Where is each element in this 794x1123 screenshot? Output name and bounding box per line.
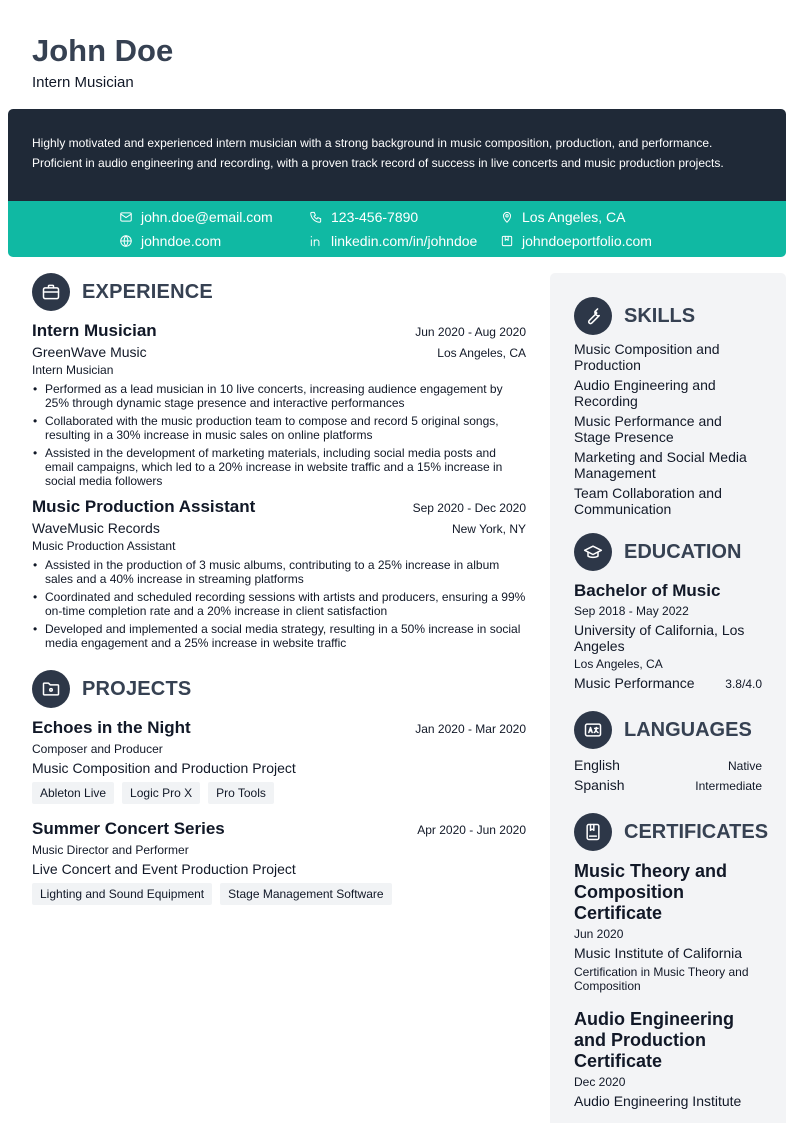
contact-phone[interactable] xyxy=(309,209,418,225)
certificates-title: CERTIFICATES xyxy=(624,820,769,843)
project-description: Live Concert and Event Production Project xyxy=(32,861,296,877)
project-entry xyxy=(32,819,526,905)
certificate-title: Audio Engineering and Production Certificate xyxy=(574,1009,734,1071)
job-position: Intern Musician xyxy=(32,363,114,377)
project-entry xyxy=(32,718,526,804)
job-dates: Sep 2020 - Dec 2020 xyxy=(412,501,526,515)
skill-item: Music Composition and Production xyxy=(574,341,720,373)
tag: Stage Management Software xyxy=(220,883,391,905)
skills-title: SKILLS xyxy=(624,304,696,327)
skill-item: Team Collaboration and Communication xyxy=(574,485,722,517)
tag: Lighting and Sound Equipment xyxy=(32,883,212,905)
job-location: Los Angeles, CA xyxy=(437,346,526,360)
tag: Pro Tools xyxy=(208,782,274,804)
project-description: Music Composition and Production Project xyxy=(32,760,296,776)
email-text: john.doe@email.com xyxy=(141,209,273,225)
tag: Logic Pro X xyxy=(122,782,200,804)
skills-list xyxy=(574,341,762,517)
contact-email[interactable] xyxy=(119,209,273,225)
education-dates: Sep 2018 - May 2022 xyxy=(574,604,689,618)
experience-title: EXPERIENCE xyxy=(82,280,213,303)
contact-linkedin[interactable] xyxy=(309,233,477,249)
project-tags xyxy=(32,782,526,804)
resume-header xyxy=(32,33,173,91)
job-company: GreenWave Music xyxy=(32,344,147,360)
projects-heading xyxy=(32,670,526,708)
phone-text: 123-456-7890 xyxy=(331,209,419,225)
summary-banner xyxy=(8,109,786,257)
job-position: Music Production Assistant xyxy=(32,539,176,553)
certificate-date: Jun 2020 xyxy=(574,927,624,941)
book-icon xyxy=(574,813,612,851)
language-level: Intermediate xyxy=(695,779,762,793)
location-text: Los Angeles, CA xyxy=(522,209,626,225)
list-item: • Assisted in the development of marketing materials, including social media posts and email campaigns, which led to a 20% increase in website traffic and a 15% increase in social media followers xyxy=(32,446,526,488)
gpa: 3.8/4.0 xyxy=(725,677,762,691)
tag: Ableton Live xyxy=(32,782,114,804)
projects-title: PROJECTS xyxy=(82,677,192,700)
project-role: Composer and Producer xyxy=(32,742,163,756)
skills-heading xyxy=(574,297,762,335)
bookmark-icon xyxy=(500,234,514,248)
summary-text: Highly motivated and experienced intern musician with a strong background in music composition, production, and performance. Proficient in audio engineering and recording, with a proven track record of success in live concerts and music production projects. xyxy=(8,109,786,201)
language-row xyxy=(574,777,762,793)
education-title: EDUCATION xyxy=(624,540,742,563)
experience-heading xyxy=(32,273,526,311)
languages-list xyxy=(574,757,762,793)
degree: Bachelor of Music xyxy=(574,581,721,600)
project-title: Summer Concert Series xyxy=(32,819,225,838)
languages-title: LANGUAGES xyxy=(624,718,752,741)
contact-bar xyxy=(8,201,786,257)
list-item: • Performed as a lead musician in 10 live concerts, increasing audience engagement by 25% through dynamic stage presence and interactive performances xyxy=(32,382,526,410)
language-name: English xyxy=(574,757,620,773)
language-level: Native xyxy=(727,759,762,773)
education-heading xyxy=(574,533,762,571)
certificates-heading xyxy=(574,813,769,851)
school: University of California, Los Angeles xyxy=(574,622,745,654)
project-dates: Jan 2020 - Mar 2020 xyxy=(415,722,526,736)
contact-location xyxy=(500,209,626,225)
language-row xyxy=(574,757,762,773)
sidebar xyxy=(550,273,786,1123)
certificate-description: Certification in Music Theory and Composition xyxy=(574,965,749,993)
job-bullets xyxy=(32,558,526,650)
globe-icon xyxy=(119,234,133,248)
list-item: • Assisted in the production of 3 music albums, contributing to a 25% increase in album sales and a 40% increase in streaming platforms xyxy=(32,558,526,586)
certificate-issuer: Audio Engineering Institute xyxy=(574,1093,742,1109)
skill-item: Music Performance and Stage Presence xyxy=(574,413,722,445)
certificate-title: Music Theory and Composition Certificate xyxy=(574,861,728,923)
map-pin-icon xyxy=(500,210,514,224)
list-item: • Collaborated with the music production team to compose and record 5 original songs, resulting in a 30% increase in music sales on online platforms xyxy=(32,414,526,442)
project-title: Echoes in the Night xyxy=(32,718,191,737)
major: Music Performance xyxy=(574,675,695,691)
job-dates: Jun 2020 - Aug 2020 xyxy=(415,325,526,339)
candidate-name: John Doe xyxy=(32,33,174,68)
job-location: New York, NY xyxy=(451,522,526,536)
education-major-row xyxy=(574,675,762,691)
mail-icon xyxy=(119,210,133,224)
job-bullets xyxy=(32,382,526,488)
skill-item: Marketing and Social Media Management xyxy=(574,449,747,481)
certificate-date: Dec 2020 xyxy=(574,1075,626,1089)
linkedin-icon xyxy=(309,234,323,248)
job-title: Intern Musician xyxy=(32,321,157,340)
contact-portfolio[interactable] xyxy=(500,233,652,249)
translate-icon xyxy=(574,711,612,749)
graduation-cap-icon xyxy=(574,533,612,571)
project-tags xyxy=(32,883,526,905)
language-name: Spanish xyxy=(574,777,625,793)
project-dates: Apr 2020 - Jun 2020 xyxy=(417,823,526,837)
phone-icon xyxy=(309,210,323,224)
briefcase-icon xyxy=(32,273,70,311)
wrench-icon xyxy=(574,297,612,335)
experience-entry xyxy=(32,497,526,650)
candidate-title: Intern Musician xyxy=(32,74,134,91)
portfolio-text: johndoeportfolio.com xyxy=(522,233,652,249)
languages-heading xyxy=(574,711,762,749)
skill-item: Audio Engineering and Recording xyxy=(574,377,716,409)
certificate-issuer: Music Institute of California xyxy=(574,945,743,961)
list-item: • Coordinated and scheduled recording sessions with artists and producers, ensuring a 99% on-time completion rate and a 20% increase in client satisfaction xyxy=(32,590,526,618)
job-company: WaveMusic Records xyxy=(32,520,160,536)
linkedin-text: linkedin.com/in/johndoe xyxy=(331,233,478,249)
folder-icon xyxy=(32,670,70,708)
main-column xyxy=(32,273,526,905)
experience-entry xyxy=(32,321,526,488)
contact-website[interactable] xyxy=(119,233,221,249)
list-item: • Developed and implemented a social media strategy, resulting in a 50% increase in social media engagement and a 25% increase in website traffic xyxy=(32,622,526,650)
education-location: Los Angeles, CA xyxy=(574,657,663,671)
project-role: Music Director and Performer xyxy=(32,843,189,857)
website-text: johndoe.com xyxy=(141,233,222,249)
job-title: Music Production Assistant xyxy=(32,497,256,516)
